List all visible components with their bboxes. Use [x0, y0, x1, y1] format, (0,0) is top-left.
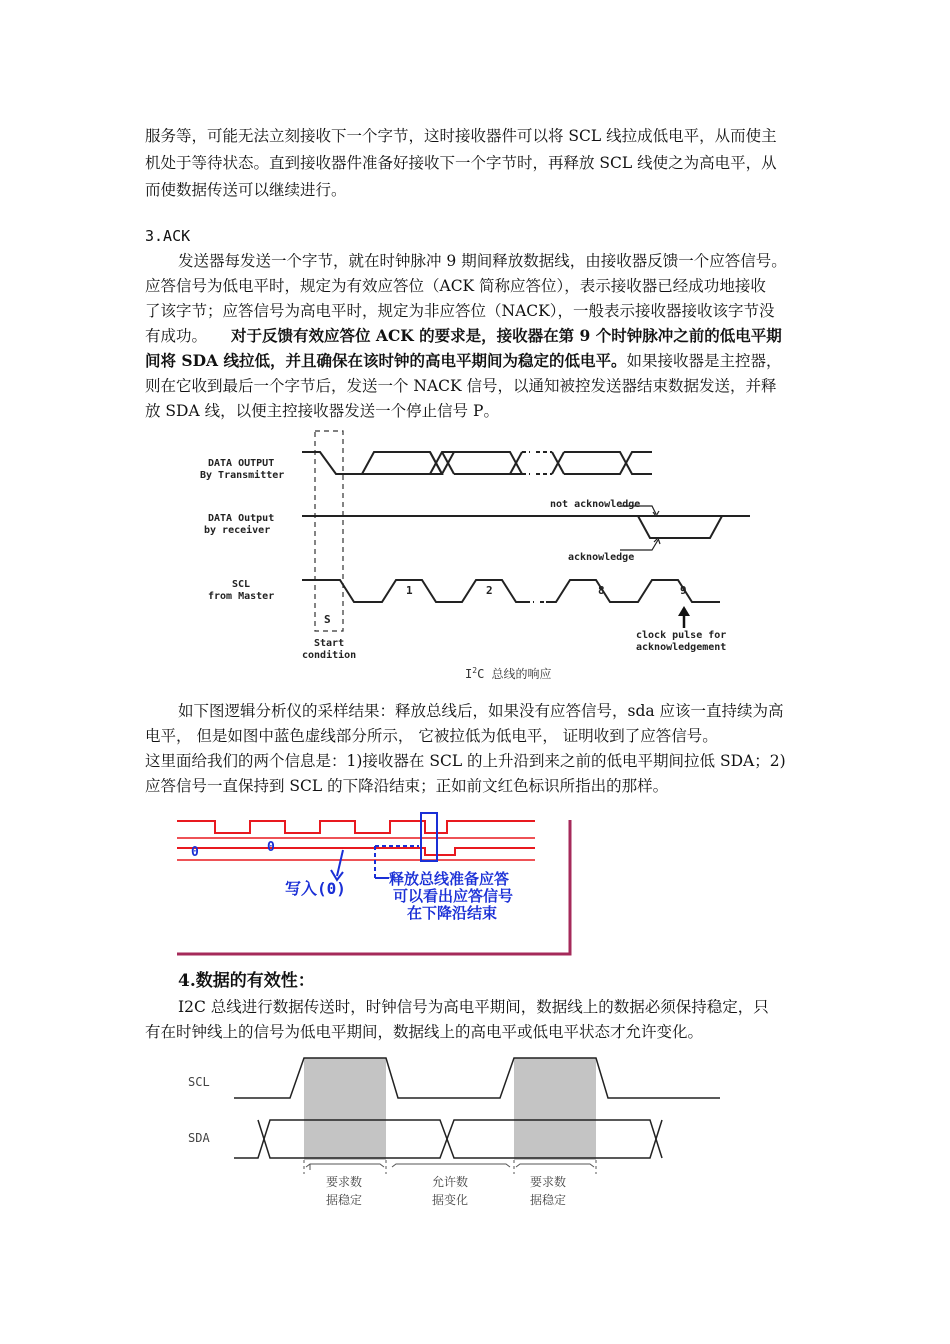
pulse-number: 8 [598, 584, 605, 597]
row-label: DATA Output [208, 513, 275, 524]
pulse-number: 2 [486, 584, 493, 597]
paragraph-line-mixed [145, 325, 782, 347]
paragraph-line: 应答信号为低电平时，规定为有效应答位（ACK 简称应答位），表示接收器已经成功地接收 [145, 277, 766, 295]
paragraph-line: 服务等，可能无法立刻接收下一个字节，这时接收器件可以将 SCL 线拉成低电平，从而使主 [145, 127, 777, 145]
paragraph-line: 电平， 但是如图中蓝色虚线部分所示， 它被拉低为低电平， 证明收到了应答信号。 [145, 727, 718, 745]
paragraph-line: 了该字节；应答信号为高电平时，规定为非应答位（NACK），一般表示接收器接收该字节没 [145, 302, 775, 320]
data-validity-diagram [180, 1052, 740, 1224]
bold-text: 间将 SDA 线拉低，并且确保在该时钟的高电平期间为稳定的低电平。 [145, 351, 627, 370]
paragraph-line-mixed [145, 350, 781, 372]
region-label: 允许数 [432, 1175, 469, 1189]
start-label: Start [314, 638, 345, 649]
row-label: By Transmitter [200, 470, 285, 481]
row-label: DATA OUTPUT [208, 458, 275, 469]
region-label: 据稳定 [530, 1193, 567, 1207]
region-label: 据稳定 [326, 1193, 363, 1207]
paragraph-line: 发送器每发送一个字节，就在时钟脉冲 9 期间释放数据线，由接收器反馈一个应答信号。 [178, 252, 787, 270]
region-label: 要求数 [326, 1175, 363, 1189]
paragraph-line: 应答信号一直保持到 SCL 的下降沿结束；正如前文红色标识所指出的那样。 [145, 777, 669, 795]
annotation-note: 释放总线准备应答 [389, 870, 510, 888]
paragraph-line: I2C 总线进行数据传送时，时钟信号为高电平期间，数据线上的数据必须保持稳定，只 [178, 998, 769, 1016]
section-heading-ack: 3.ACK [145, 227, 191, 245]
pulse-number: 9 [680, 584, 687, 597]
signal-label: SCL [188, 1075, 210, 1089]
paragraph-line: 则在它收到最后一个字节后，发送一个 NACK 信号，以通知被控发送器结束数据发送，并释 [145, 377, 777, 395]
write-label: 写入(0) [285, 879, 346, 898]
section-heading-validity: 4.数据的有效性： [178, 971, 315, 991]
bit-value: 0 [267, 840, 275, 855]
paragraph-line: 有在时钟线上的信号为低电平期间，数据线上的高电平或低电平状态才允许变化。 [145, 1023, 704, 1041]
paragraph-line: 如下图逻辑分析仪的采样结果：释放总线后，如果没有应答信号，sda 应该一直持续为高 [178, 702, 784, 720]
not-ack-label: not acknowledge [550, 499, 641, 510]
normal-text: 如果接收器是主控器， [626, 352, 782, 370]
row-label: SCL [232, 579, 251, 590]
figure-caption: $I^2C$ 总线的响应 [465, 666, 552, 681]
paragraph-line: 而使数据传送可以继续进行。 [145, 181, 347, 199]
region-label: 要求数 [530, 1175, 567, 1189]
ack-label: acknowledge [568, 552, 635, 563]
region-label: 据变化 [432, 1193, 469, 1207]
clock-pulse-label: clock pulse for [636, 630, 727, 641]
paragraph-line: 机处于等待状态。直到接收器件准备好接收下一个字节时，再释放 SCL 线使之为高电平，从 [145, 154, 777, 172]
signal-label: SDA [188, 1131, 210, 1145]
annotation-note: 在下降沿结束 [407, 904, 498, 922]
bold-text: 对于反馈有效应答位 ACK 的要求是，接收器在第 9 个时钟脉冲之前的低电平期 [231, 326, 782, 345]
start-label: S [324, 613, 331, 626]
clock-pulse-label: acknowledgement [636, 642, 727, 653]
start-label: condition [302, 650, 357, 661]
paragraph-line: 这里面给我们的两个信息是：1)接收器在 SCL 的上升沿到来之前的低电平期间拉低 SDA；2) [145, 752, 786, 770]
pulse-number: 1 [406, 584, 413, 597]
ack-timing-diagram [190, 428, 750, 688]
row-label: by receiver [204, 525, 271, 536]
paragraph-line: 放 SDA 线，以便主控接收器发送一个停止信号 P。 [145, 402, 499, 420]
logic-analyzer-capture [175, 808, 575, 956]
row-label: from Master [208, 591, 275, 602]
annotation-note: 可以看出应答信号 [393, 887, 514, 905]
normal-text: 有成功。 [145, 327, 208, 345]
bit-value: 0 [191, 845, 199, 860]
